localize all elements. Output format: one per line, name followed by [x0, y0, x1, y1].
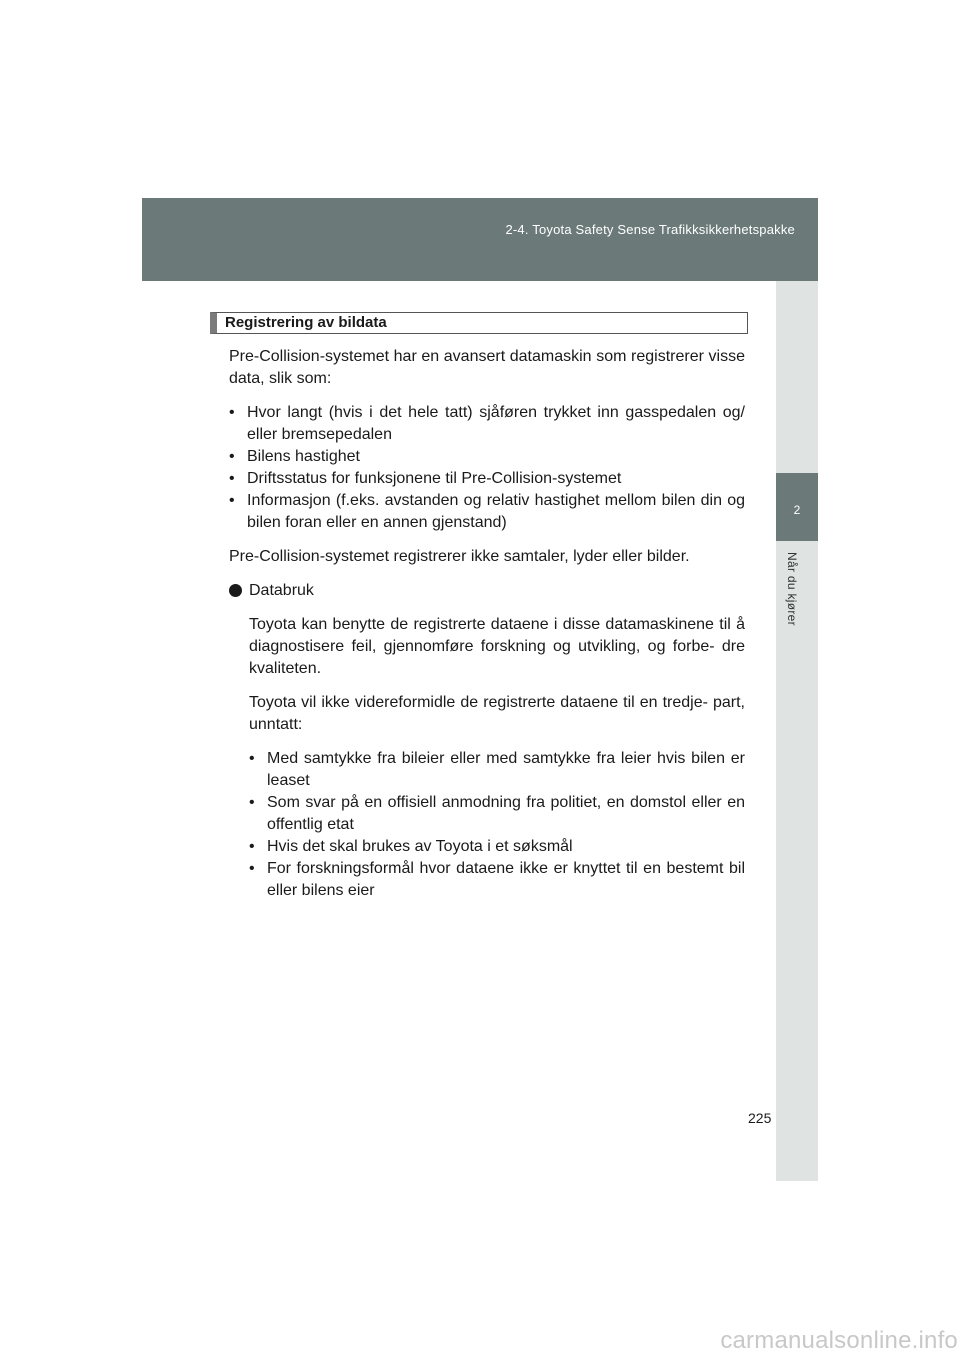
databruk-body: [229, 614, 745, 902]
list-item: • Hvor langt (hvis i det hele tatt) sjåføren trykket inn gasspedalen og/ eller bremsepedalen: [229, 402, 745, 446]
list-item: • Informasjon (f.eks. avstanden og relativ hastighet mellom bilen din og bilen foran eller en annen gjenstand): [229, 490, 745, 534]
list-item: • Hvis det skal brukes av Toyota i et søksmål: [249, 836, 745, 858]
exception-list: [249, 748, 745, 902]
section-heading: [210, 312, 748, 334]
databruk-heading: [229, 580, 745, 602]
chapter-side-band: [776, 281, 818, 1181]
section-heading-text: Registrering av bildata: [225, 314, 387, 331]
watermark: carmanualsonline.info: [720, 1327, 958, 1354]
recorded-data-list: [229, 402, 745, 534]
filled-circle-icon: [229, 584, 242, 597]
list-item: • Som svar på en offisiell anmodning fra politiet, en domstol eller en offentlig etat: [249, 792, 745, 836]
note-paragraph: Pre-Collision-systemet registrerer ikke samtaler, lyder eller bilder.: [229, 548, 690, 565]
databruk-paragraph-1: Toyota kan benytte de registrerte dataene i disse datamaskinene til å diagnostisere feil, gjennomføre forskning og utvikling, og forbe- dre kvaliteten.: [249, 616, 745, 677]
databruk-title: Databruk: [249, 582, 314, 599]
page-header-band: [142, 198, 818, 281]
chapter-title: Når du kjører: [785, 552, 799, 626]
list-item: • Driftsstatus for funksjonene til Pre-Collision-systemet: [229, 468, 745, 490]
page-content: [229, 346, 745, 914]
list-item: • For forskningsformål hvor dataene ikke er knyttet til en bestemt bil eller bilens eier: [249, 858, 745, 902]
page-number: 225: [748, 1110, 772, 1126]
list-item: • Bilens hastighet: [229, 446, 745, 468]
chapter-tab: [776, 473, 818, 541]
chapter-number: 2: [793, 503, 801, 517]
section-breadcrumb: 2-4. Toyota Safety Sense Trafikksikkerhetspakke: [505, 222, 795, 237]
databruk-paragraph-2: Toyota vil ikke videreformidle de registrerte dataene til en tredje- part, unntatt:: [249, 694, 745, 733]
list-item: • Med samtykke fra bileier eller med samtykke fra leier hvis bilen er leaset: [249, 748, 745, 792]
intro-paragraph: Pre-Collision-systemet har en avansert datamaskin som registrerer visse data, slik som:: [229, 348, 745, 387]
